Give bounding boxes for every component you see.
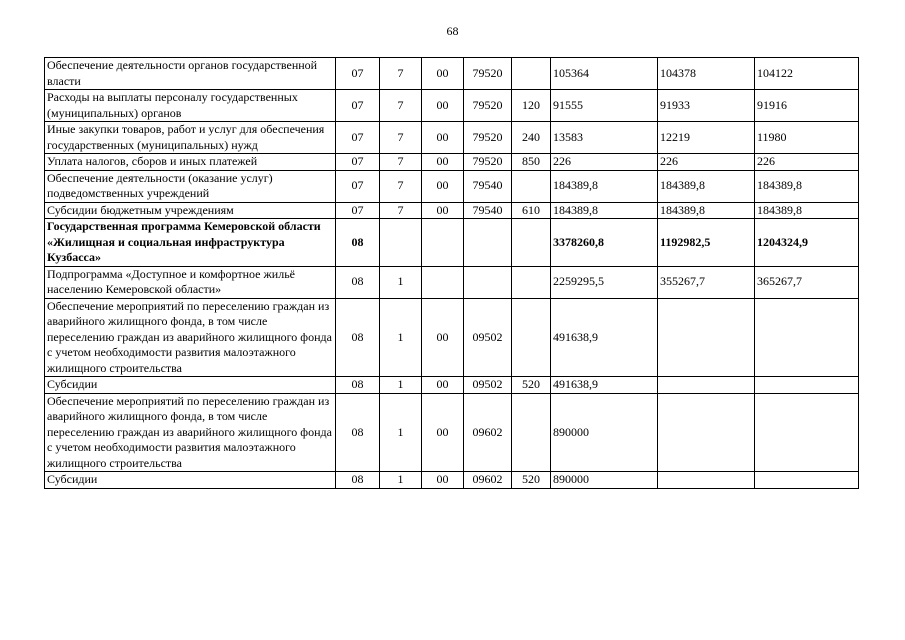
row-code-target: 79520 (464, 90, 512, 122)
table-row (45, 154, 859, 171)
table-row (45, 58, 859, 90)
row-value-year-1: 226 (551, 154, 658, 171)
row-value-year-3: 184389,8 (755, 202, 859, 219)
row-name: Обеспечение деятельности органов государственной власти (45, 58, 336, 90)
row-code-target: 79540 (464, 170, 512, 202)
row-code-section: 08 (336, 377, 380, 394)
row-code-target: 09502 (464, 377, 512, 394)
table-row (45, 90, 859, 122)
table-row (45, 219, 859, 267)
row-value-year-2 (658, 393, 755, 472)
page-number: 68 (446, 24, 459, 38)
row-name: Уплата налогов, сборов и иных платежей (45, 154, 336, 171)
row-code-section: 08 (336, 472, 380, 489)
row-code-target: 09602 (464, 472, 512, 489)
row-value-year-2: 1192982,5 (658, 219, 755, 267)
row-code-target: 79520 (464, 58, 512, 90)
row-code-expense-type (512, 219, 551, 267)
row-code-program (422, 266, 464, 298)
row-code-section: 08 (336, 298, 380, 377)
row-code-subsection: 1 (380, 393, 422, 472)
row-value-year-2: 355267,7 (658, 266, 755, 298)
row-value-year-1: 491638,9 (551, 298, 658, 377)
row-value-year-3: 104122 (755, 58, 859, 90)
row-code-section: 08 (336, 393, 380, 472)
row-code-target: 09602 (464, 393, 512, 472)
row-code-expense-type: 120 (512, 90, 551, 122)
table-row (45, 202, 859, 219)
row-name: Обеспечение мероприятий по переселению граждан из аварийного жилищного фонда, в том числе переселению граждан из аварийного жилищного фонда с учетом необходимости развития малоэтажного жилищного строительства (45, 393, 336, 472)
row-value-year-2: 91933 (658, 90, 755, 122)
row-code-section: 07 (336, 122, 380, 154)
table-row (45, 393, 859, 472)
row-code-target (464, 219, 512, 267)
table-row (45, 298, 859, 377)
row-value-year-3: 184389,8 (755, 170, 859, 202)
row-value-year-1: 890000 (551, 393, 658, 472)
row-value-year-3 (755, 298, 859, 377)
row-code-section: 07 (336, 170, 380, 202)
row-code-expense-type (512, 266, 551, 298)
row-value-year-2 (658, 377, 755, 394)
row-code-expense-type: 520 (512, 377, 551, 394)
row-code-section: 07 (336, 202, 380, 219)
row-code-section: 08 (336, 266, 380, 298)
row-name: Субсидии (45, 377, 336, 394)
row-value-year-3: 226 (755, 154, 859, 171)
row-code-section: 07 (336, 58, 380, 90)
row-value-year-3 (755, 377, 859, 394)
row-value-year-2: 184389,8 (658, 202, 755, 219)
row-code-subsection: 7 (380, 170, 422, 202)
row-value-year-2: 104378 (658, 58, 755, 90)
row-code-program: 00 (422, 393, 464, 472)
row-code-expense-type (512, 298, 551, 377)
row-value-year-1: 184389,8 (551, 202, 658, 219)
row-value-year-2 (658, 472, 755, 489)
table-row (45, 377, 859, 394)
row-code-subsection: 7 (380, 202, 422, 219)
row-code-program: 00 (422, 122, 464, 154)
row-code-expense-type: 520 (512, 472, 551, 489)
row-code-program: 00 (422, 202, 464, 219)
row-name: Государственная программа Кемеровской области «Жилищная и социальная инфраструктура Кузбасса» (45, 219, 336, 267)
row-code-program: 00 (422, 472, 464, 489)
row-value-year-2 (658, 298, 755, 377)
row-code-expense-type (512, 58, 551, 90)
row-value-year-2: 226 (658, 154, 755, 171)
row-name: Иные закупки товаров, работ и услуг для обеспечения государственных (муниципальных) нужд (45, 122, 336, 154)
row-code-target: 79520 (464, 154, 512, 171)
row-code-subsection: 1 (380, 266, 422, 298)
row-name: Обеспечение мероприятий по переселению граждан из аварийного жилищного фонда, в том числе переселению граждан из аварийного жилищного фонда с учетом необходимости развития малоэтажного жилищного строительства (45, 298, 336, 377)
row-value-year-3: 11980 (755, 122, 859, 154)
row-code-program: 00 (422, 170, 464, 202)
row-code-target: 79520 (464, 122, 512, 154)
row-code-program: 00 (422, 90, 464, 122)
row-code-section: 08 (336, 219, 380, 267)
row-code-expense-type (512, 170, 551, 202)
row-value-year-1: 13583 (551, 122, 658, 154)
row-name: Расходы на выплаты персоналу государственных (муниципальных) органов (45, 90, 336, 122)
row-code-subsection: 7 (380, 154, 422, 171)
row-value-year-1: 890000 (551, 472, 658, 489)
row-name: Субсидии бюджетным учреждениям (45, 202, 336, 219)
row-name: Подпрограмма «Доступное и комфортное жильё населению Кемеровской области» (45, 266, 336, 298)
row-code-program (422, 219, 464, 267)
row-code-expense-type: 850 (512, 154, 551, 171)
row-code-target: 79540 (464, 202, 512, 219)
row-code-subsection: 7 (380, 122, 422, 154)
row-value-year-3: 1204324,9 (755, 219, 859, 267)
row-code-expense-type (512, 393, 551, 472)
row-value-year-1: 2259295,5 (551, 266, 658, 298)
table-row (45, 122, 859, 154)
row-value-year-1: 3378260,8 (551, 219, 658, 267)
row-code-section: 07 (336, 154, 380, 171)
row-code-subsection: 1 (380, 472, 422, 489)
row-value-year-1: 184389,8 (551, 170, 658, 202)
row-value-year-1: 91555 (551, 90, 658, 122)
row-value-year-3: 91916 (755, 90, 859, 122)
row-code-program: 00 (422, 377, 464, 394)
row-value-year-1: 491638,9 (551, 377, 658, 394)
budget-table (44, 57, 859, 489)
row-value-year-2: 184389,8 (658, 170, 755, 202)
row-name: Обеспечение деятельности (оказание услуг) подведомственных учреждений (45, 170, 336, 202)
row-value-year-3 (755, 393, 859, 472)
row-code-section: 07 (336, 90, 380, 122)
row-code-subsection: 7 (380, 58, 422, 90)
row-code-subsection (380, 219, 422, 267)
row-code-subsection: 1 (380, 298, 422, 377)
table-body (45, 58, 859, 489)
row-code-expense-type: 610 (512, 202, 551, 219)
row-value-year-2: 12219 (658, 122, 755, 154)
row-code-program: 00 (422, 298, 464, 377)
row-value-year-3: 365267,7 (755, 266, 859, 298)
row-code-subsection: 1 (380, 377, 422, 394)
row-name: Субсидии (45, 472, 336, 489)
table-row (45, 266, 859, 298)
row-code-program: 00 (422, 154, 464, 171)
row-value-year-1: 105364 (551, 58, 658, 90)
row-code-expense-type: 240 (512, 122, 551, 154)
row-code-subsection: 7 (380, 90, 422, 122)
row-value-year-3 (755, 472, 859, 489)
row-code-program: 00 (422, 58, 464, 90)
row-code-target: 09502 (464, 298, 512, 377)
table-row (45, 472, 859, 489)
table-row (45, 170, 859, 202)
row-code-target (464, 266, 512, 298)
